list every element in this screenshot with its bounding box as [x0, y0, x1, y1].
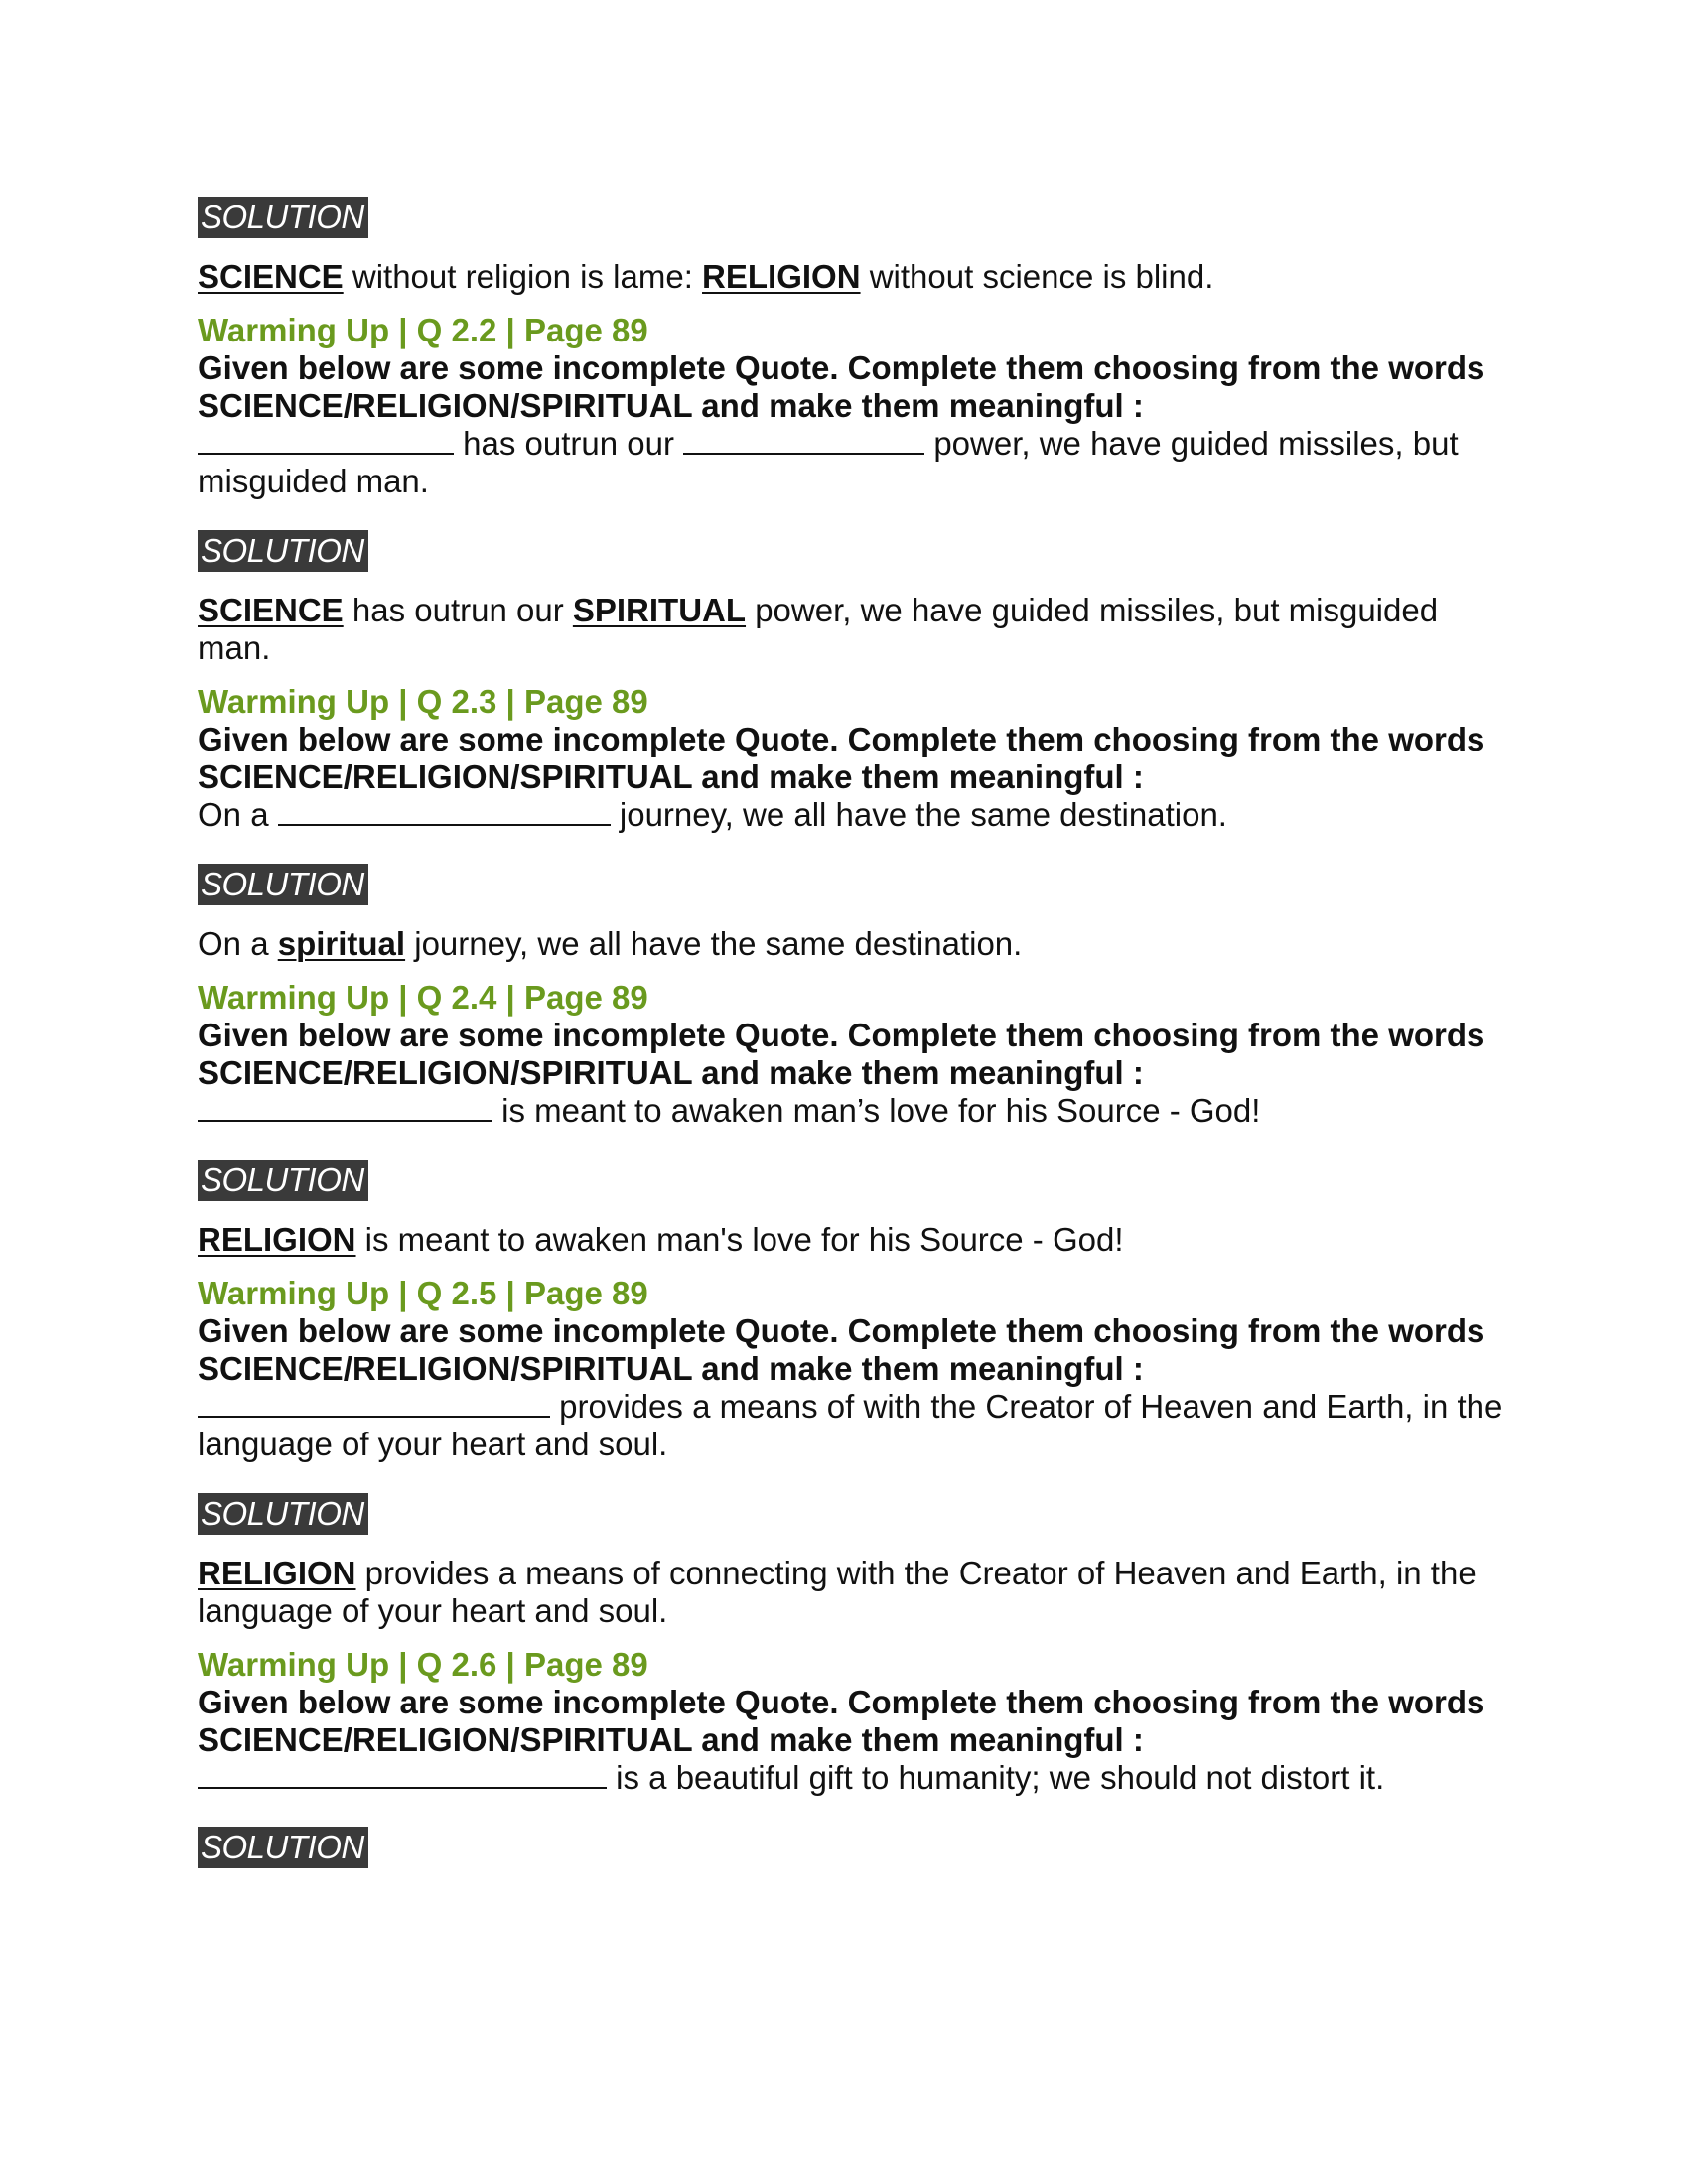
question-text-q26: Given below are some incomplete Quote. Complete them choosing from the words SCIENCE/RELIGION/SPIRITUAL and make them meaningful :: [198, 1684, 1485, 1758]
blank-line: [278, 796, 611, 826]
answer-word: SPIRITUAL: [572, 592, 747, 628]
answer-word: SCIENCE: [198, 592, 344, 628]
question-text-q24: Given below are some incomplete Quote. Complete them choosing from the words SCIENCE/RELIGION/SPIRITUAL and make them meaningful :: [198, 1017, 1485, 1091]
answer-word: SCIENCE: [198, 258, 344, 295]
fill-blank-q22: has outrun our power, we have guided missiles, but misguided man.: [198, 425, 1459, 499]
solution-text-q22: SCIENCE has outrun our SPIRITUAL power, we have guided missiles, but misguided man.: [198, 592, 1439, 666]
blank-line: [198, 1759, 607, 1789]
question-text-q22: Given below are some incomplete Quote. Complete them choosing from the words SCIENCE/RELIGION/SPIRITUAL and make them meaningful :: [198, 349, 1485, 424]
answer-word: RELIGION: [198, 1221, 356, 1258]
solution-text-1: SCIENCE without religion is lame: RELIGION without science is blind.: [198, 258, 1214, 295]
blank-line: [198, 1388, 550, 1418]
answer-word: RELIGION: [702, 258, 861, 295]
question-heading-q25: Warming Up | Q 2.5 | Page 89: [198, 1275, 648, 1311]
question-text-q23: Given below are some incomplete Quote. Complete them choosing from the words SCIENCE/RELIGION/SPIRITUAL and make them meaningful :: [198, 721, 1485, 795]
blank-line: [198, 1092, 492, 1122]
question-text-q25: Given below are some incomplete Quote. Complete them choosing from the words SCIENCE/RELIGION/SPIRITUAL and make them meaningful :: [198, 1312, 1485, 1387]
solution-badge: SOLUTION: [198, 1493, 368, 1535]
solution-badge: SOLUTION: [198, 1160, 368, 1201]
fill-blank-q26: is a beautiful gift to humanity; we should not distort it.: [198, 1759, 1518, 1797]
solution-badge: SOLUTION: [198, 197, 368, 238]
solution-text-q23: On a spiritual journey, we all have the same destination.: [198, 925, 1023, 962]
question-heading-q23: Warming Up | Q 2.3 | Page 89: [198, 683, 648, 720]
solution-text-q24: RELIGION is meant to awaken man's love for his Source - God!: [198, 1221, 1124, 1258]
blank-line: [683, 425, 924, 455]
blank-line: [198, 425, 454, 455]
fill-blank-q24: is meant to awaken man’s love for his Source - God!: [198, 1092, 1518, 1130]
document-page: [198, 197, 1518, 1868]
question-heading-q24: Warming Up | Q 2.4 | Page 89: [198, 979, 648, 1016]
solution-text-q25: RELIGION provides a means of connecting with the Creator of Heaven and Earth, in the language of your heart and soul.: [198, 1555, 1477, 1629]
question-heading-q26: Warming Up | Q 2.6 | Page 89: [198, 1646, 648, 1683]
fill-blank-q25: provides a means of with the Creator of Heaven and Earth, in the language of your heart and soul.: [198, 1388, 1503, 1462]
answer-word: RELIGION: [198, 1555, 356, 1591]
solution-badge: SOLUTION: [198, 1827, 368, 1868]
question-heading-q22: Warming Up | Q 2.2 | Page 89: [198, 312, 648, 348]
solution-badge: SOLUTION: [198, 864, 368, 905]
answer-word: spiritual: [277, 925, 406, 962]
solution-badge: SOLUTION: [198, 530, 368, 572]
fill-blank-q23: On a journey, we all have the same destination.: [198, 796, 1227, 833]
